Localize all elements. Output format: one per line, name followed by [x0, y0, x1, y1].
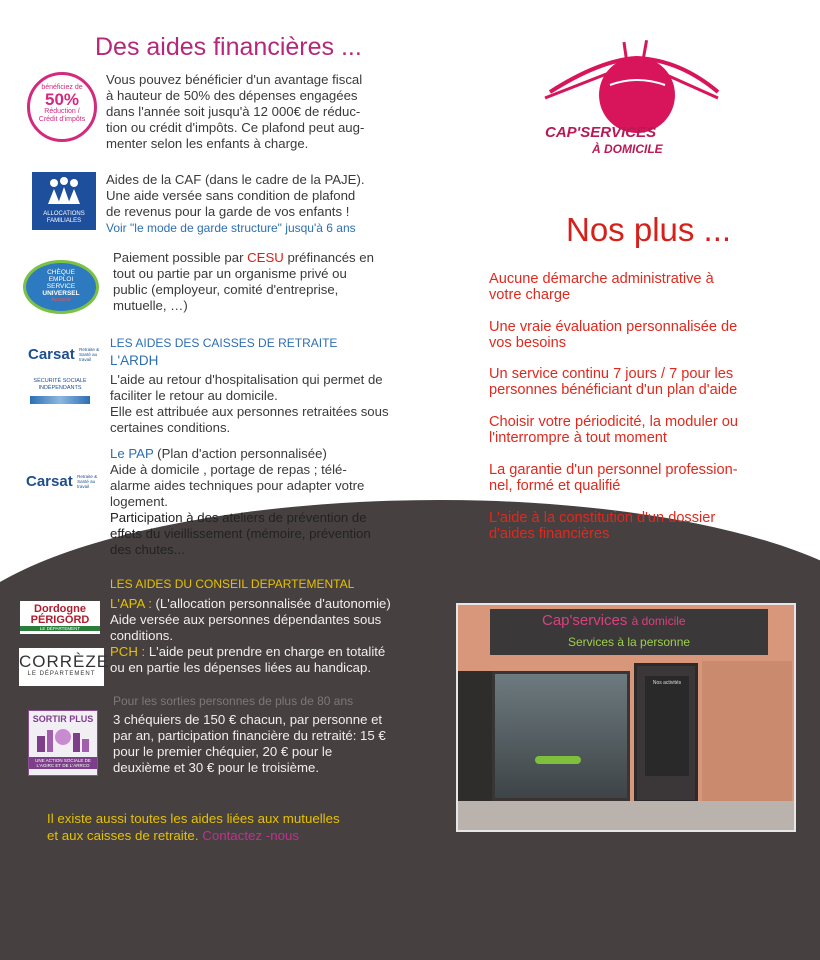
- sortir-text: [113, 712, 386, 776]
- logo-line1: CAP'SERVICES: [545, 124, 657, 141]
- retraite-heading: LES AIDES DES CAISSES DE RETRAITE: [110, 336, 338, 350]
- carsat-name: Carsat: [26, 473, 73, 490]
- caf-line: Une aide versée sans condition de plafond: [106, 188, 356, 203]
- sortir-heading: Pour les sorties personnes de plus de 80 ans: [113, 694, 354, 708]
- secu-logos-strip: [30, 396, 90, 404]
- pap-line: alarme aides techniques pour adapter votre: [110, 478, 365, 493]
- badge-line3: Crédit d'impôts: [38, 116, 86, 123]
- ardh-line: faciliter le retour au domicile.: [110, 388, 278, 403]
- sortir-logo-sub: UNE ACTION SOCIALE DE L'AGIRC ET DE L'ARRCO: [29, 757, 97, 769]
- plus-item-line: L'aide à la constitution d'un dossier: [489, 510, 716, 526]
- carsat-sub: Retraite & Santé au travail: [79, 347, 100, 363]
- footer-line2: [47, 827, 340, 844]
- badge-percent: 50%: [44, 90, 80, 109]
- activities-title: Nos activités: [652, 680, 682, 686]
- caf-logo-text: ALLOCATIONS FAMILIALES: [43, 211, 85, 224]
- plus-item: [489, 414, 738, 446]
- pap-line: Participation à des ateliers de prévention de: [110, 510, 367, 525]
- carsat-sub: Retraite & Santé au travail: [77, 474, 98, 490]
- ardh-line: L'aide au retour d'hospitalisation qui permet de: [110, 372, 383, 387]
- conseil-heading: LES AIDES DU CONSEIL DEPARTEMENTAL: [110, 577, 355, 591]
- pch-line: ou en partie les dépenses liées au handicap.: [110, 660, 372, 675]
- correze-l2: LE DÉPARTEMENT: [27, 671, 96, 677]
- shop-window: [492, 671, 630, 801]
- caf-link[interactable]: Voir "le mode de garde structure" jusqu'à 6 ans: [106, 221, 356, 235]
- plus-item-line: Un service continu 7 jours / 7 pour les: [489, 366, 734, 382]
- plus-item-line: La garantie d'un personnel profession-: [489, 462, 738, 478]
- plus-item-line: nel, formé et qualifié: [489, 478, 621, 494]
- shop-sign-line1: [542, 612, 686, 629]
- plus-item: [489, 366, 737, 398]
- shopfront-photo: [456, 603, 796, 832]
- pap-line: Aide à domicile , portage de repas ; télé-: [110, 462, 347, 477]
- sortir-plus-logo: [28, 710, 98, 776]
- cesu-text: [113, 250, 374, 314]
- contact-link[interactable]: Contactez -nous: [202, 828, 300, 843]
- apa-heading: L'APA :: [110, 596, 156, 611]
- plus-item-line: Choisir votre périodicité, la moduler ou: [489, 414, 739, 430]
- plus-item-line: personnes bénéficiant d'un plan d'aide: [489, 382, 738, 398]
- carsat-logo-1: [28, 346, 104, 364]
- plus-item-line: Aucune démarche administrative à: [489, 271, 714, 287]
- fiscal-line: tion ou crédit d'impôts. Ce plafond peut aug-: [106, 120, 365, 135]
- sign-brand-sub: à domicile: [631, 614, 686, 628]
- cesu-highlight: CESU: [247, 250, 284, 265]
- fiscal-line: menter selon les enfants à charge.: [106, 136, 309, 151]
- apa-line: [110, 596, 391, 612]
- cesu-l1: CHÈQUE: [47, 269, 75, 276]
- ardh-line: Elle est attribuée aux personnes retraitées sous: [110, 404, 389, 419]
- secu-logo: [30, 378, 90, 404]
- plus-item-line: d'aides financières: [489, 526, 610, 542]
- ardh-line: certaines conditions.: [110, 420, 231, 435]
- plus-item: [489, 319, 737, 351]
- cesu-l3: SERVICE: [46, 283, 76, 290]
- plus-item-line: l'interrompre à tout moment: [489, 430, 667, 446]
- cesu-line: [113, 250, 374, 266]
- shop-door: [634, 663, 698, 803]
- chairs: [535, 756, 581, 764]
- pap-line: effets du vieillissement (mémoire, prévention: [110, 526, 371, 541]
- secu-text: SÉCURITÉ SOCIALE INDÉPENDANTS: [33, 378, 87, 391]
- dordogne-logo: [20, 601, 100, 634]
- fiscal-line: dans l'année soit jusqu'à 12 000€ de réduc-: [106, 104, 361, 119]
- dordogne-l2: PÉRIGORD: [30, 614, 90, 626]
- pap-line: des chutes...: [110, 542, 185, 557]
- carsat-name: Carsat: [28, 346, 75, 363]
- plus-item: [489, 462, 738, 494]
- umbrella-sun-icon: [540, 40, 720, 135]
- cesu-line: public (employeur, comité d'entreprise,: [113, 282, 339, 297]
- activities-panel: [645, 676, 689, 776]
- pavement: [458, 801, 794, 830]
- fiscal-line: à hauteur de 50% des dépenses engagées: [106, 88, 358, 103]
- apa-text: [110, 596, 391, 676]
- caf-line: de revenus pour la garde de vos enfants !: [106, 204, 350, 219]
- sortir-line: 3 chéquiers de 150 € chacun, par personne et: [113, 712, 383, 727]
- cesu-l2: EMPLOI: [48, 276, 74, 283]
- pap-text: [110, 446, 371, 558]
- plus-item-line: Une vraie évaluation personnalisée de: [489, 319, 738, 335]
- footer-pre: et aux caisses de retraite.: [47, 828, 203, 843]
- capservices-logo: [540, 40, 720, 160]
- pap-heading: Le PAP: [110, 446, 154, 461]
- ardh-heading: L'ARDH: [110, 353, 159, 368]
- family-icon: [44, 176, 84, 206]
- financial-aid-title: Des aides financières ...: [95, 33, 362, 61]
- pch-line: [110, 644, 391, 660]
- cesu-l4: UNIVERSEL: [42, 290, 80, 297]
- pch-post: L'aide peut prendre en charge en totalité: [148, 644, 386, 659]
- sortir-logo-title: SORTIR PLUS: [32, 714, 94, 724]
- logo-line2: À DOMICILE: [592, 142, 663, 156]
- pap-line: [110, 446, 371, 462]
- pch-heading: PCH :: [110, 644, 149, 659]
- plus-item: [489, 510, 715, 542]
- badge-line2: Réduction /: [44, 108, 80, 115]
- cesu-line: tout ou partie par un organisme privé ou: [113, 266, 347, 281]
- ardh-text: [110, 372, 389, 436]
- caf-logo: [32, 172, 96, 230]
- plus-item-line: votre charge: [489, 287, 571, 303]
- footer-line1: Il existe aussi toutes les aides liées aux mutuelles: [47, 811, 340, 826]
- fiscal-text: [106, 72, 364, 152]
- plus-item-line: vos besoins: [489, 335, 567, 351]
- sortir-line: deuxième et 30 € pour le troisième.: [113, 760, 319, 775]
- caf-text: [106, 172, 365, 236]
- caf-line: Aides de la CAF (dans le cadre de la PAJE).: [106, 172, 365, 187]
- cesu-pre: Paiement possible par: [113, 250, 248, 265]
- dordogne-l1: Dordogne: [34, 603, 86, 615]
- pap-post: (Plan d'action personnalisée): [153, 446, 327, 461]
- apa-line: conditions.: [110, 628, 174, 643]
- plus-item: [489, 271, 714, 303]
- badge-line1: bénéficiez de: [41, 84, 83, 91]
- correze-logo: [19, 648, 110, 686]
- city-skyline-icon: [35, 724, 91, 752]
- shop-sign-line2: Services à la personne: [568, 635, 691, 649]
- dordogne-l3: LE DÉPARTEMENT: [20, 626, 100, 631]
- fiscal-line: Vous pouvez bénéficier d'un avantage fiscal: [106, 72, 363, 87]
- sortir-line: pour le premier chéquier, 20 € pour le: [113, 744, 333, 759]
- cesu-post: préfinancés en: [283, 250, 374, 265]
- sortir-line: par an, participation financière du retraité: 15 €: [113, 728, 386, 743]
- apa-post: (L'allocation personnalisée d'autonomie): [155, 596, 391, 611]
- footer-text: [47, 810, 340, 844]
- window-left-edge: [458, 671, 492, 801]
- cesu-logo: [23, 260, 99, 314]
- shop-sign: [490, 609, 768, 655]
- pap-line: logement.: [110, 494, 168, 509]
- sign-brand: Cap'services: [542, 612, 628, 629]
- our-pluses-title: Nos plus ...: [566, 211, 732, 248]
- carsat-logo-2: [26, 473, 102, 491]
- tax-credit-badge: [27, 72, 97, 142]
- cesu-line: mutuelle, …): [113, 298, 188, 313]
- cesu-l5: Accepté: [51, 297, 71, 303]
- correze-l1: CORRÈZE: [19, 652, 110, 671]
- apa-line: Aide versée aux personnes dépendantes sous: [110, 612, 382, 627]
